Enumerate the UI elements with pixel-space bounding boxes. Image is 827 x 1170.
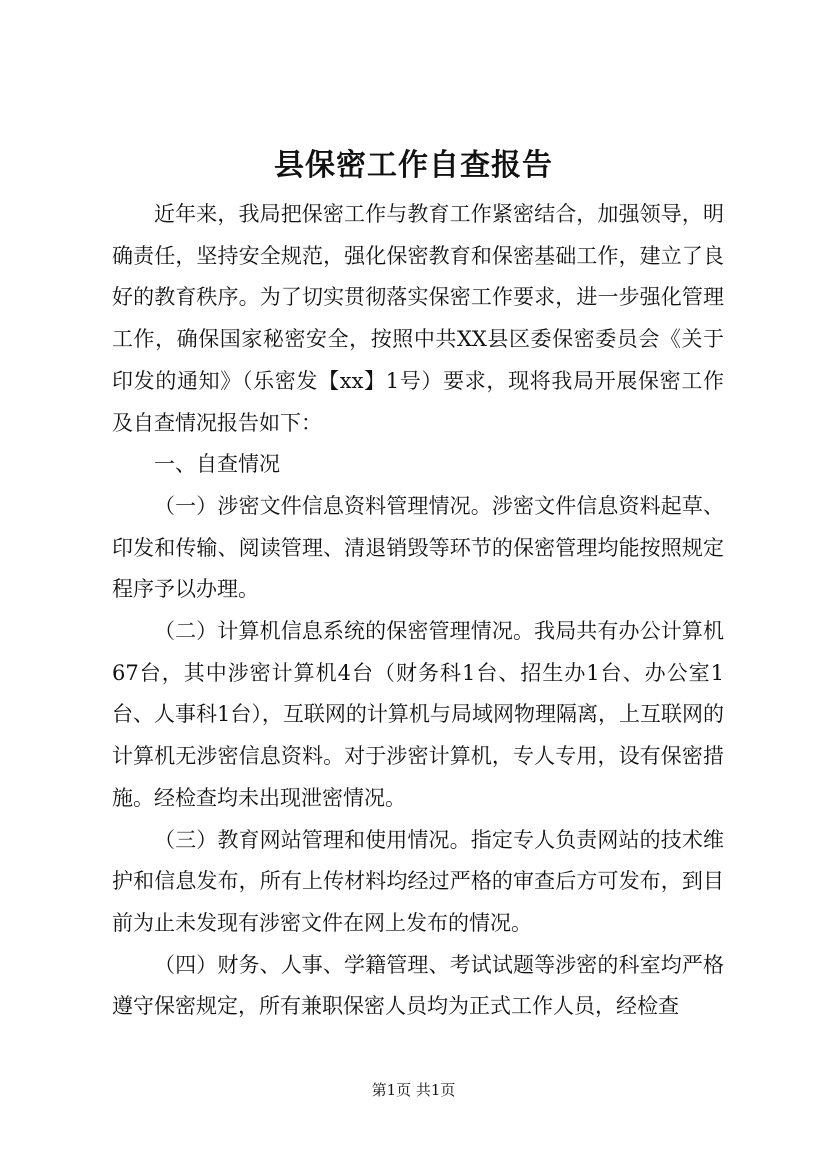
document-title: 县保密工作自查报告 [274, 148, 553, 183]
page-footer: 第1页 共1页 [371, 1081, 456, 1099]
paragraph-item-3: （三）教育网站管理和使用情况。指定专人负责网站的技术维护和信息发布，所有上传材料均经过严格的审查后方可发布，到目前为止未发现有涉密文件在网上发布的情况。 [112, 827, 724, 935]
paragraph-intro: 近年来，我局把保密工作与教育工作紧密结合，加强领导，明确责任，坚持安全规范，强化保密教育和保密基础工作，建立了良好的教育秩序。为了切实贯彻落实保密工作要求，进一步强化管理工作，确保国家秘密安全，按照中共XX县区委保密委员会《关于印发的通知》（乐密发【xx】1号）要求，现将我局开展保密工作及自查情况报告如下： [112, 202, 724, 435]
paragraph-item-2: （二）计算机信息系统的保密管理情况。我局共有办公计算机67台，其中涉密计算机4台（财务科1台、招生办1台、办公室1台、人事科1台），互联网的计算机与局域网物理隔离，上互联网的计算机无涉密信息资料。对于涉密计算机，专人专用，设有保密措施。经检查均未出现泄密情况。 [112, 619, 724, 810]
section-heading: 一、自查情况 [154, 452, 280, 477]
paragraph-item-4: （四）财务、人事、学籍管理、考试试题等涉密的科室均严格遵守保密规定，所有兼职保密人员均为正式工作人员，经检查 [112, 952, 724, 1019]
paragraph-item-1: （一）涉密文件信息资料管理情况。涉密文件信息资料起草、印发和传输、阅读管理、清退销毁等环节的保密管理均能按照规定程序予以办理。 [112, 493, 724, 602]
document-body [112, 194, 724, 1028]
